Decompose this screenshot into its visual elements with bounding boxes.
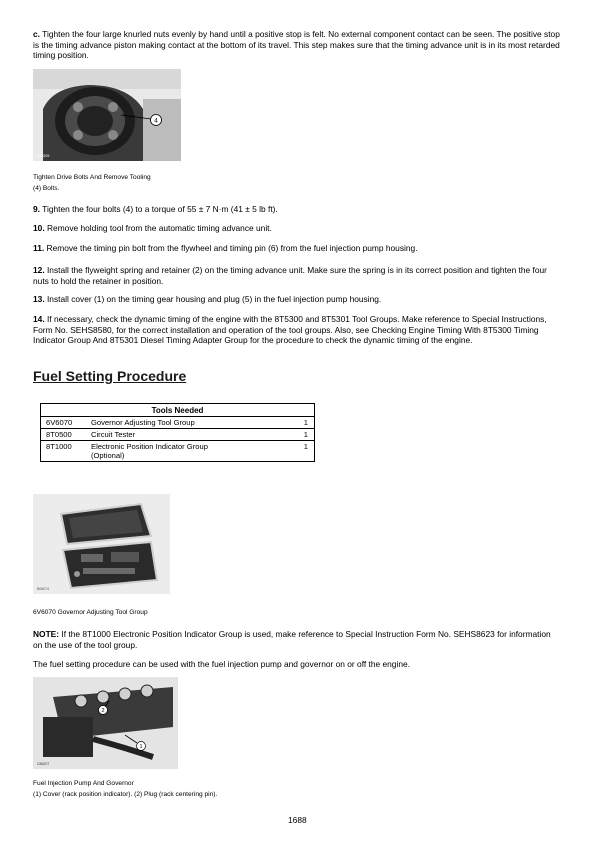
step-14	[33, 314, 564, 346]
table-row	[41, 417, 315, 429]
part-quantity: 1	[294, 417, 315, 429]
step-text: Install cover (1) on the timing gear housing and plug (5) in the fuel injection pump housing.	[44, 294, 382, 304]
step-13	[33, 294, 561, 305]
part-description-line1: Electronic Position Indicator Group	[91, 442, 208, 451]
step-11	[33, 243, 561, 254]
figure2-code: B06074	[37, 587, 50, 591]
note-label: NOTE:	[33, 629, 60, 639]
part-quantity: 1	[294, 429, 315, 441]
note-text: If the 8T1000 Electronic Position Indicator Group is used, make reference to Special Instruction Form No. SEHS8623 for information on the use of the tool group.	[33, 629, 551, 650]
step-c-text: Tighten the four large knurled nuts evenly by hand until a positive stop is felt. No external component contact can be seen. The positive stop is the timing advance piston making contact at the bottom of its travel. This step makes sure that the timing advance unit is in its most retarded timing position.	[33, 29, 560, 61]
figure1-caption	[33, 173, 333, 194]
step-text: Remove holding tool from the automatic timing advance unit.	[44, 223, 272, 233]
step-c-paragraph	[33, 29, 561, 61]
part-number: 8T0500	[41, 429, 88, 441]
part-description-line2: (Optional)	[91, 451, 125, 460]
note-paragraph	[33, 629, 561, 650]
figure1-code: C86209	[37, 154, 50, 158]
timing-advance-unit-photo	[33, 69, 181, 161]
part-number: 6V6070	[41, 417, 88, 429]
step-number: 9.	[33, 204, 40, 214]
step-number: 11.	[33, 243, 45, 253]
page-number: 1688	[288, 815, 307, 825]
tool-group-case-photo	[33, 494, 170, 594]
figure1-caption-legend: (4) Bolts.	[33, 184, 60, 192]
figure3-caption-legend: (1) Cover (rack position indicator). (2) Plug (rack centering pin).	[33, 790, 218, 798]
step-10	[33, 223, 561, 234]
section-heading: Fuel Setting Procedure	[33, 368, 187, 384]
step-text: Install the flyweight spring and retainer (2) on the timing advance unit. Make sure the spring is in its correct position and tighten the four nuts to hold the retainer in position.	[33, 265, 547, 286]
figure3-caption-title: Fuel Injection Pump And Governor	[33, 780, 134, 787]
step-number: 13.	[33, 294, 45, 304]
table-header: Tools Needed	[41, 404, 315, 417]
fuel-injection-pump-photo	[33, 677, 178, 769]
table-row	[41, 429, 315, 441]
table-header-row	[41, 404, 315, 417]
body-paragraph: The fuel setting procedure can be used with the fuel injection pump and governor on or off the engine.	[33, 659, 410, 669]
table-row	[41, 441, 315, 462]
figure1-caption-title: Tighten Drive Bolts And Remove Tooling	[33, 174, 151, 181]
step-12	[33, 265, 561, 286]
step-c-label: c.	[33, 29, 40, 39]
part-number: 8T1000	[41, 441, 88, 462]
step-number: 10.	[33, 223, 45, 233]
part-quantity: 1	[294, 441, 315, 462]
step-text: Remove the timing pin bolt from the flywheel and timing pin (6) from the fuel injection pump housing.	[44, 243, 418, 253]
callout-4: 4	[154, 117, 158, 125]
figure3-code: C86207	[37, 762, 50, 766]
step-9	[33, 204, 561, 215]
step-text: If necessary, check the dynamic timing of the engine with the 8T5300 and 8T5301 Tool Groups. Make reference to Special Instructions, Form No. SEHS8580, for the correct installation and operation of the tool groups. Also, see Checking Engine Timing With 8T5300 Timing Indicator Group And 8T5301 Diesel Timing Adapter Group for the procedure to check the dynamic timing of the engine.	[33, 314, 547, 346]
callout-1: 1	[139, 744, 143, 751]
figure3-caption	[33, 779, 433, 800]
figure2-caption: 6V6070 Governor Adjusting Tool Group	[33, 609, 148, 616]
step-number: 12.	[33, 265, 45, 275]
part-description: Circuit Tester	[87, 429, 294, 441]
part-description	[87, 441, 294, 462]
part-description: Governor Adjusting Tool Group	[87, 417, 294, 429]
step-text: Tighten the four bolts (4) to a torque of 55 ± 7 N·m (41 ± 5 lb ft).	[40, 204, 278, 214]
step-number: 14.	[33, 314, 45, 324]
callout-2: 2	[101, 708, 105, 715]
tools-needed-table	[40, 403, 315, 462]
